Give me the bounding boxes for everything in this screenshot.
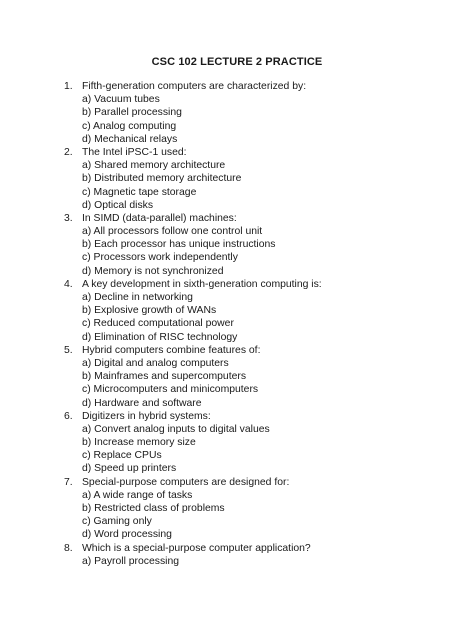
answer-option: b) Distributed memory architecture bbox=[82, 173, 242, 185]
answer-option: c) Analog computing bbox=[82, 120, 177, 132]
question-item bbox=[64, 542, 454, 568]
question-line bbox=[64, 80, 454, 93]
answer-option: d) Elimination of RISC technology bbox=[82, 331, 238, 343]
answer-option: b) Parallel processing bbox=[82, 107, 182, 119]
question-line bbox=[64, 344, 454, 357]
answer-option: a) Shared memory architecture bbox=[82, 160, 226, 172]
answer-option: a) All processors follow one control unit bbox=[82, 226, 263, 238]
document-title: CSC 102 LECTURE 2 PRACTICE bbox=[151, 56, 323, 68]
question-text: Fifth-generation computers are characterized by: bbox=[82, 81, 307, 92]
question-text: A key development in sixth-generation computing is: bbox=[82, 278, 322, 290]
answer-option: b) Increase memory size bbox=[82, 437, 196, 449]
question-line bbox=[64, 212, 454, 225]
question-item bbox=[64, 476, 454, 542]
answer-option: d) Optical disks bbox=[82, 199, 154, 211]
question-number: 3. bbox=[64, 212, 73, 224]
question-text: In SIMD (data-parallel) machines: bbox=[82, 212, 237, 224]
question-item bbox=[64, 212, 454, 278]
question-number: 4. bbox=[64, 278, 73, 290]
question-text: The Intel iPSC-1 used: bbox=[82, 146, 187, 158]
answer-option: a) Decline in networking bbox=[82, 292, 193, 303]
answer-option: d) Memory is not synchronized bbox=[82, 265, 224, 277]
answer-option: b) Explosive growth of WANs bbox=[82, 305, 217, 317]
answer-option: c) Microcomputers and minicomputers bbox=[82, 384, 259, 396]
answer-option: a) A wide range of tasks bbox=[82, 489, 193, 501]
question-number: 1. bbox=[64, 81, 73, 92]
answer-option: b) Restricted class of problems bbox=[82, 503, 225, 514]
question-text: Hybrid computers combine features of: bbox=[82, 344, 261, 356]
answer-option: c) Gaming only bbox=[82, 516, 152, 528]
answer-option: c) Reduced computational power bbox=[82, 318, 234, 330]
answer-option: c) Processors work independently bbox=[82, 252, 238, 264]
answer-option: a) Digital and analog computers bbox=[82, 357, 229, 369]
answer-option: c) Replace CPUs bbox=[82, 450, 162, 462]
question-number: 8. bbox=[64, 542, 73, 554]
question-number: 7. bbox=[64, 476, 73, 488]
answer-option: d) Speed up printers bbox=[82, 463, 177, 475]
answer-option: a) Vacuum tubes bbox=[82, 94, 160, 106]
question-item bbox=[64, 80, 454, 146]
question-text: Which is a special-purpose computer application? bbox=[82, 542, 311, 554]
question-text: Special-purpose computers are designed for: bbox=[82, 476, 290, 488]
answer-option: a) Payroll processing bbox=[82, 555, 180, 567]
answer-option: d) Word processing bbox=[82, 529, 172, 541]
answer-option: d) Hardware and software bbox=[82, 397, 202, 409]
answer-option: b) Mainframes and supercomputers bbox=[82, 371, 247, 383]
question-line bbox=[64, 542, 454, 555]
question-number: 2. bbox=[64, 146, 73, 158]
question-text: Digitizers in hybrid systems: bbox=[82, 410, 211, 422]
question-line bbox=[64, 410, 454, 423]
answer-option: a) Convert analog inputs to digital values bbox=[82, 423, 270, 435]
answer-option: d) Mechanical relays bbox=[82, 133, 178, 145]
question-item bbox=[64, 410, 454, 476]
question-number: 5. bbox=[64, 344, 73, 356]
question-item bbox=[64, 344, 454, 410]
question-line bbox=[64, 278, 454, 291]
answer-option: c) Magnetic tape storage bbox=[82, 186, 197, 198]
question-item bbox=[64, 278, 454, 344]
question-number: 6. bbox=[64, 410, 73, 422]
question-line bbox=[64, 146, 454, 159]
question-item bbox=[64, 146, 454, 212]
question-list bbox=[64, 80, 454, 568]
question-line bbox=[64, 476, 454, 489]
answer-option: b) Each processor has unique instructions bbox=[82, 239, 276, 251]
